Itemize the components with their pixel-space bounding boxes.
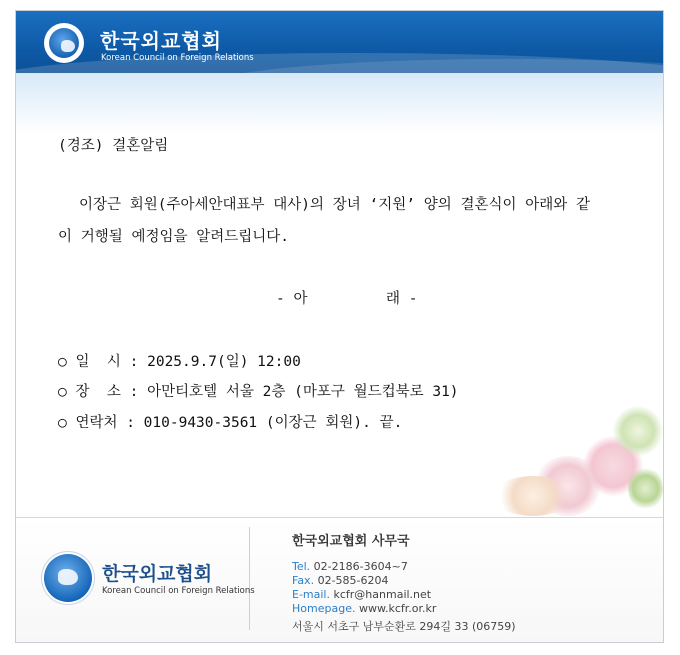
tel-value: 02-2186-3604~7	[313, 560, 408, 573]
header-banner	[16, 11, 663, 79]
detail-item-date: ○ 일 시 : 2025.9.7(일) 12:00	[58, 354, 301, 370]
banner-fade	[16, 73, 663, 133]
detail-item-venue: ○ 장 소 : 아만티호텔 서울 2층 (마포구 월드컵북로 31)	[58, 384, 459, 400]
email-link[interactable]: kcfr@hanmail.net	[333, 588, 432, 601]
tel-label: Tel.	[292, 560, 311, 573]
notice-paragraph-line2: 이 거행될 예정임을 알려드립니다.	[58, 229, 290, 245]
footer-address: 서울시 서초구 남부순환로 294길 33 (06759)	[292, 620, 516, 633]
footer-homepage	[292, 602, 436, 615]
footer-fax	[292, 574, 389, 587]
detail-item-contact: ○ 연락처 : 010-9430-3561 (이장근 회원). 끝.	[58, 415, 403, 431]
footer-org-name: 한국외교협회	[102, 563, 213, 585]
header-org-name-en: Korean Council on Foreign Relations	[101, 53, 254, 63]
fax-label: Fax.	[292, 574, 315, 587]
cherry-blossom-decoration	[493, 406, 663, 516]
footer-vertical-divider	[249, 527, 250, 630]
homepage-label: Homepage.	[292, 602, 356, 615]
arae-divider: - 아 래 -	[276, 291, 418, 307]
notice-paragraph-line1: 이장근 회원(주아세안대표부 대사)의 장녀 ‘지원’ 양의 결혼식이 아래와 같	[79, 197, 590, 213]
notice-heading: (경조) 결혼알림	[58, 138, 169, 154]
homepage-link[interactable]: www.kcfr.or.kr	[358, 602, 437, 615]
header-org-name: 한국외교협회	[100, 29, 222, 53]
footer-office-name: 한국외교협회 사무국	[292, 534, 410, 549]
globe-logo-icon	[44, 23, 84, 63]
footer-tel	[292, 560, 408, 573]
footer-org-name-en: Korean Council on Foreign Relations	[102, 586, 255, 596]
notice-card	[15, 10, 664, 643]
email-label: E-mail.	[292, 588, 330, 601]
footer-globe-logo-icon	[44, 554, 92, 602]
fax-value: 02-585-6204	[317, 574, 389, 587]
footer-email	[292, 588, 431, 601]
